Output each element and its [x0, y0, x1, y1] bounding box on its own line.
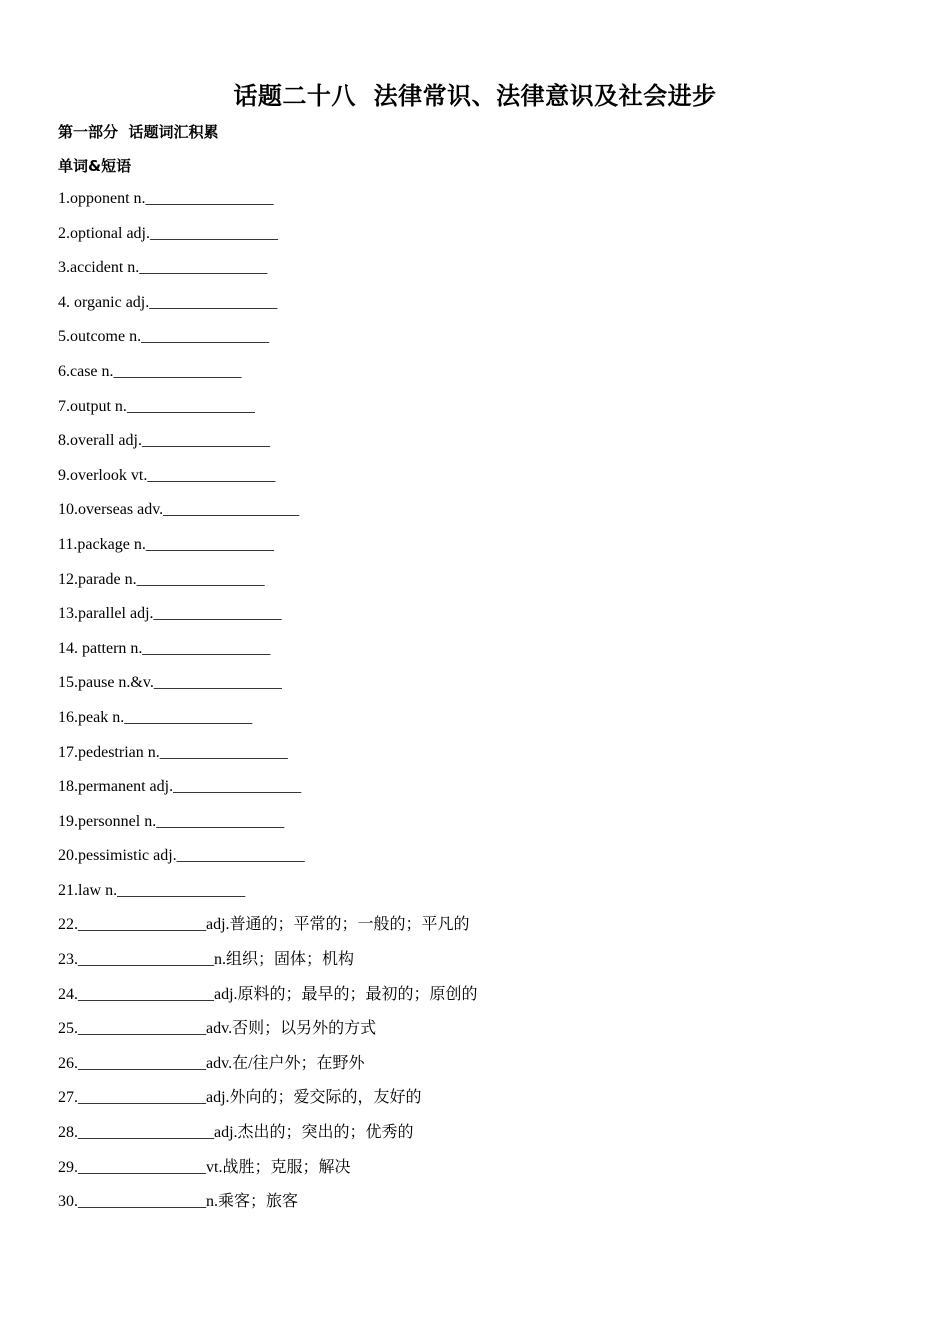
- vocabulary-list: [58, 187, 478, 1225]
- list-item: 9.overlook vt.________________: [58, 466, 276, 484]
- list-item: 8.overall adj.________________: [58, 432, 270, 450]
- list-item: 13.parallel adj.________________: [58, 605, 282, 623]
- list-item: 5.outcome n.________________: [58, 328, 270, 346]
- list-item: 2.optional adj.________________: [58, 224, 278, 242]
- list-item: 12.parade n.________________: [58, 570, 265, 588]
- list-item: 19.personnel n.________________: [58, 812, 285, 830]
- list-item: 6.case n.________________: [58, 362, 242, 380]
- list-item: 15.pause n.&v.________________: [58, 674, 282, 692]
- list-item: 26.________________adv.在/往户外；在野外: [58, 1054, 365, 1072]
- list-item: 1.opponent n.________________: [58, 190, 274, 207]
- list-item: 20.pessimistic adj.________________: [58, 847, 305, 865]
- list-item: 3.accident n.________________: [58, 259, 268, 277]
- list-item: 16.peak n.________________: [58, 708, 253, 726]
- list-item: 7.output n.________________: [58, 397, 255, 415]
- page-title: 话题二十八 法律常识、法律意识及社会进步: [233, 82, 717, 110]
- list-item: 25.________________adv.否则；以另外的方式: [58, 1020, 377, 1038]
- list-item: 22.________________adj.普通的；平常的；一般的；平凡的: [58, 916, 470, 934]
- list-item: 18.permanent adj.________________: [58, 778, 302, 796]
- list-item: 23._________________n.组织；固体；机构: [58, 951, 355, 969]
- list-item: 14. pattern n.________________: [58, 639, 271, 657]
- list-item: 10.overseas adv._________________: [58, 501, 300, 519]
- list-item: 17.pedestrian n.________________: [58, 743, 288, 761]
- list-item: 27.________________adj.外向的；爱交际的，友好的: [58, 1089, 422, 1107]
- list-item: 4. organic adj.________________: [58, 293, 278, 311]
- list-item: 29.________________vt.战胜；克服；解决: [58, 1158, 351, 1176]
- list-item: 11.package n.________________: [58, 535, 274, 553]
- section-heading: 第一部分 话题词汇积累: [58, 123, 219, 141]
- list-item: 24._________________adj.原料的；最早的；最初的；原创的: [58, 985, 478, 1003]
- list-item: 21.law n.________________: [58, 881, 246, 899]
- subheading: 单词&短语: [58, 157, 132, 175]
- list-item: 30.________________n.乘客；旅客: [58, 1193, 299, 1211]
- list-item: 28._________________adj.杰出的；突出的；优秀的: [58, 1124, 414, 1142]
